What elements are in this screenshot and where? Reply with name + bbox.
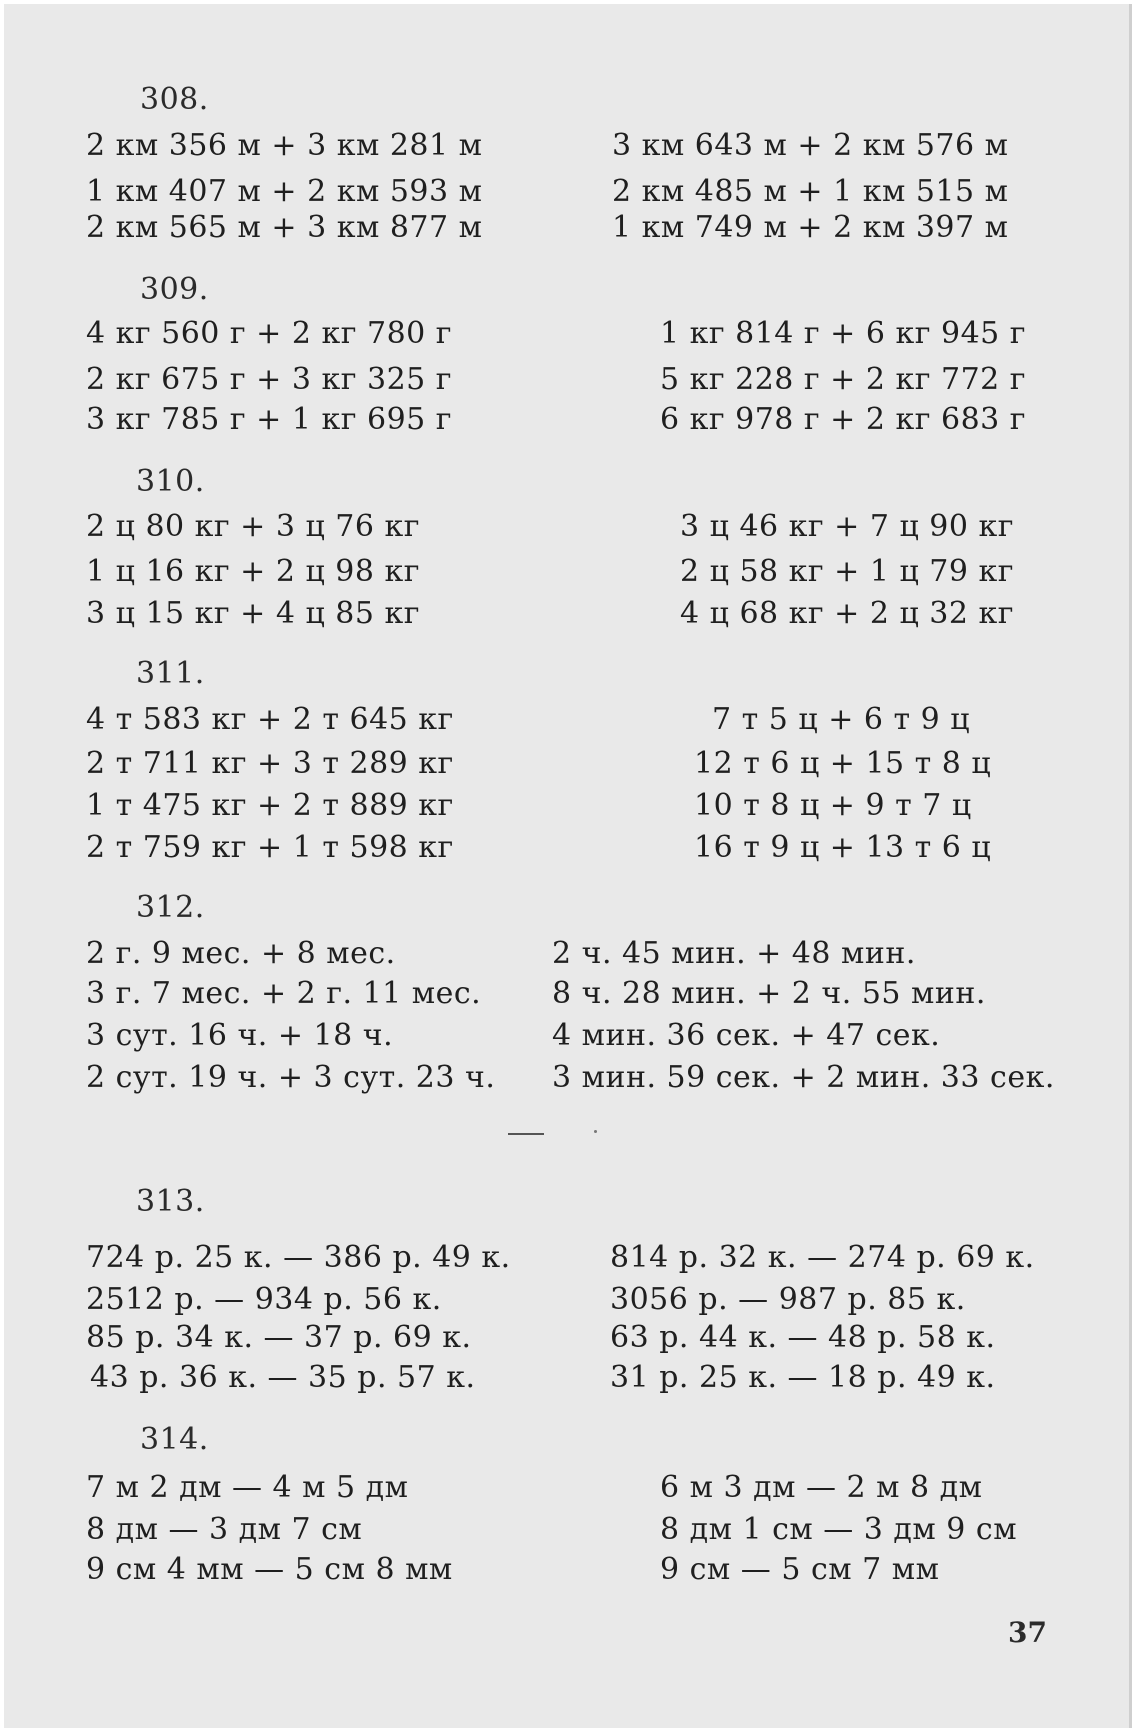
- expression-309-l1: 4 кг 560 г + 2 кг 780 г: [86, 316, 452, 351]
- expression-313-r2: 3056 р. — 987 р. 85 к.: [610, 1282, 966, 1317]
- expression-308-r3: 1 км 749 м + 2 км 397 м: [612, 210, 1009, 245]
- expression-312-l3: 3 сут. 16 ч. + 18 ч.: [86, 1018, 394, 1053]
- exercise-number-314: 314.: [140, 1422, 209, 1457]
- exercise-number-311: 311.: [136, 656, 205, 691]
- expression-314-r2: 8 дм 1 см — 3 дм 9 см: [660, 1512, 1018, 1547]
- expression-312-r4: 3 мин. 59 сек. + 2 мин. 33 сек.: [552, 1060, 1055, 1095]
- expression-309-l3: 3 кг 785 г + 1 кг 695 г: [86, 402, 452, 437]
- expression-311-r1: 7 т 5 ц + 6 т 9 ц: [712, 702, 971, 737]
- expression-308-l1: 2 км 356 м + 3 км 281 м: [86, 128, 483, 163]
- exercise-number-313: 313.: [136, 1184, 205, 1219]
- expression-308-r1: 3 км 643 м + 2 км 576 м: [612, 128, 1009, 163]
- exercise-number-309: 309.: [140, 272, 209, 307]
- separator-line: [508, 1133, 544, 1135]
- expression-310-r2: 2 ц 58 кг + 1 ц 79 кг: [680, 554, 1014, 589]
- expression-313-l1: 724 р. 25 к. — 386 р. 49 к.: [86, 1240, 511, 1275]
- expression-314-r3: 9 см — 5 см 7 мм: [660, 1552, 940, 1587]
- expression-309-r1: 1 кг 814 г + 6 кг 945 г: [660, 316, 1026, 351]
- expression-314-l1: 7 м 2 дм — 4 м 5 дм: [86, 1470, 409, 1505]
- exercise-number-312: 312.: [136, 890, 205, 925]
- expression-309-r2: 5 кг 228 г + 2 кг 772 г: [660, 362, 1026, 397]
- print-speck: [594, 1130, 597, 1133]
- expression-309-l2: 2 кг 675 г + 3 кг 325 г: [86, 362, 452, 397]
- expression-312-r2: 8 ч. 28 мин. + 2 ч. 55 мин.: [552, 976, 986, 1011]
- expression-311-l4: 2 т 759 кг + 1 т 598 кг: [86, 830, 454, 865]
- expression-313-r3: 63 р. 44 к. — 48 р. 58 к.: [610, 1320, 996, 1355]
- exercise-number-310: 310.: [136, 464, 205, 499]
- expression-310-r3: 4 ц 68 кг + 2 ц 32 кг: [680, 596, 1014, 631]
- expression-311-r3: 10 т 8 ц + 9 т 7 ц: [694, 788, 972, 823]
- expression-312-l1: 2 г. 9 мес. + 8 мес.: [86, 936, 396, 971]
- expression-314-l3: 9 см 4 мм — 5 см 8 мм: [86, 1552, 453, 1587]
- expression-313-l3: 85 р. 34 к. — 37 р. 69 к.: [86, 1320, 472, 1355]
- expression-311-l1: 4 т 583 кг + 2 т 645 кг: [86, 702, 454, 737]
- expression-308-l2: 1 км 407 м + 2 км 593 м: [86, 174, 483, 209]
- exercise-number-308: 308.: [140, 82, 209, 117]
- page-number: 37: [1008, 1616, 1047, 1649]
- expression-313-r1: 814 р. 32 к. — 274 р. 69 к.: [610, 1240, 1035, 1275]
- expression-312-l2: 3 г. 7 мес. + 2 г. 11 мес.: [86, 976, 482, 1011]
- expression-310-l2: 1 ц 16 кг + 2 ц 98 кг: [86, 554, 420, 589]
- expression-308-l3: 2 км 565 м + 3 км 877 м: [86, 210, 483, 245]
- expression-312-l4: 2 сут. 19 ч. + 3 сут. 23 ч.: [86, 1060, 496, 1095]
- book-page: [4, 4, 1132, 1728]
- expression-311-l3: 1 т 475 кг + 2 т 889 кг: [86, 788, 454, 823]
- expression-311-r2: 12 т 6 ц + 15 т 8 ц: [694, 746, 992, 781]
- expression-308-r2: 2 км 485 м + 1 км 515 м: [612, 174, 1009, 209]
- expression-311-r4: 16 т 9 ц + 13 т 6 ц: [694, 830, 992, 865]
- expression-312-r1: 2 ч. 45 мин. + 48 мин.: [552, 936, 916, 971]
- expression-309-r3: 6 кг 978 г + 2 кг 683 г: [660, 402, 1026, 437]
- expression-310-l3: 3 ц 15 кг + 4 ц 85 кг: [86, 596, 420, 631]
- expression-313-r4: 31 р. 25 к. — 18 р. 49 к.: [610, 1360, 996, 1395]
- expression-310-r1: 3 ц 46 кг + 7 ц 90 кг: [680, 509, 1014, 544]
- expression-313-l2: 2512 р. — 934 р. 56 к.: [86, 1282, 442, 1317]
- expression-314-l2: 8 дм — 3 дм 7 см: [86, 1512, 363, 1547]
- expression-311-l2: 2 т 711 кг + 3 т 289 кг: [86, 746, 454, 781]
- expression-314-r1: 6 м 3 дм — 2 м 8 дм: [660, 1470, 983, 1505]
- expression-313-l4: 43 р. 36 к. — 35 р. 57 к.: [90, 1360, 476, 1395]
- expression-310-l1: 2 ц 80 кг + 3 ц 76 кг: [86, 509, 420, 544]
- expression-312-r3: 4 мин. 36 сек. + 47 сек.: [552, 1018, 941, 1053]
